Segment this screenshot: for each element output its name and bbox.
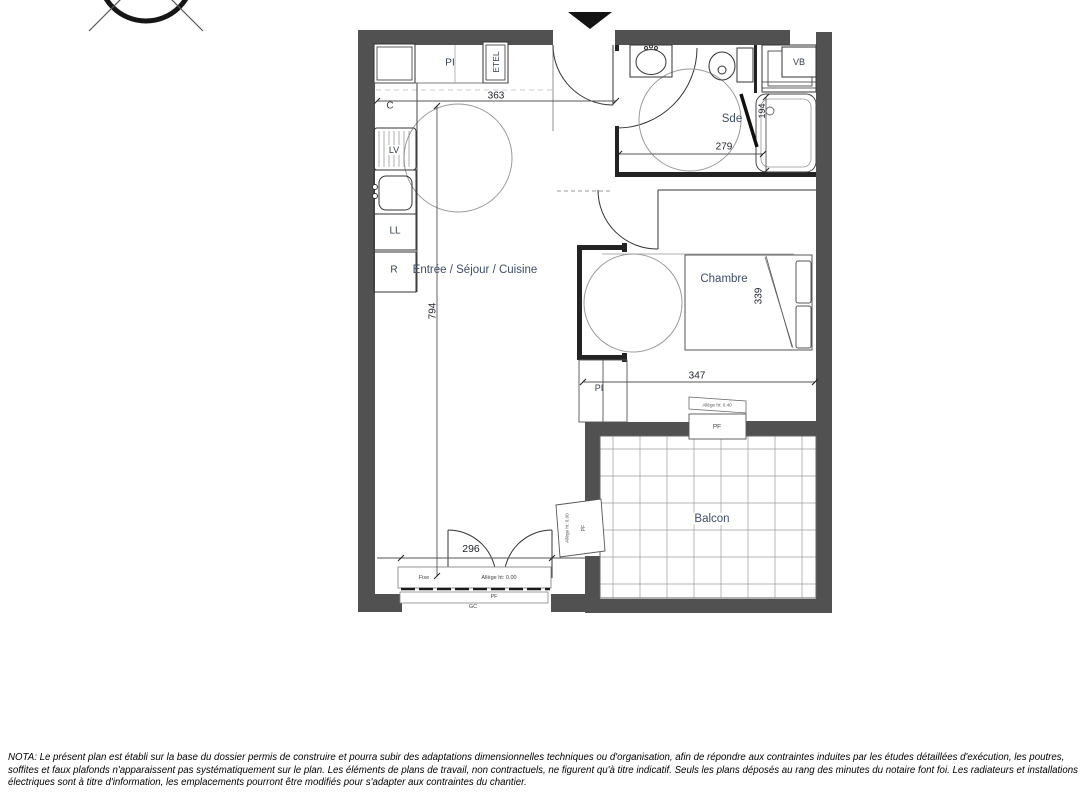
entry-closet bbox=[373, 42, 508, 83]
dimension-194: 194 bbox=[757, 103, 767, 119]
label-allege-bay: Allège ht: 0.00 bbox=[481, 575, 517, 581]
shower bbox=[741, 94, 816, 172]
room-label-balcon: Balcon bbox=[694, 513, 730, 525]
label-pf-balcony-left: PF bbox=[581, 524, 587, 532]
label-allege-balcony-top: Allège ht: 0.40 bbox=[702, 402, 732, 408]
dimension-296: 296 bbox=[462, 543, 480, 555]
room-label-sde: Sde bbox=[721, 113, 743, 125]
nota-text: NOTA: Le présent plan est établi sur la base du dossier permis de construire et pourra subir des adaptations dimensionnelles techniques ou d'organisation, afin de répondre aux contraintes induites par les études détaillées d'exécution, les poutres, soffites et faux plafonds n'apparaissent pas systématiquement sur le plan. Les éléments de plans de travail, non contractuels, ne figurent qu'à titre indicatif. Seuls les plans déposés au rang des minutes du notaire font foi. Les radiateurs et installations électriques sont à titre d'information, les emplacements pourront être modifiés pour s'adapter aux contraintes du chantier. bbox=[8, 752, 1078, 789]
label-lv-dishwasher: LV bbox=[388, 145, 400, 155]
label-c: C bbox=[386, 100, 394, 112]
label-pi-entry-closet: PI bbox=[445, 57, 455, 69]
vb-shaft bbox=[762, 45, 816, 92]
kitchen-sink bbox=[379, 176, 412, 210]
door-swings bbox=[448, 45, 697, 578]
washbasin bbox=[636, 50, 666, 75]
dimension-347: 347 bbox=[688, 370, 706, 382]
label-pi-chambre-closet: PI bbox=[594, 383, 604, 393]
toilet-tank bbox=[737, 48, 753, 82]
label-gc-bay: GC bbox=[468, 604, 478, 610]
label-ll-washer: LL bbox=[389, 225, 401, 237]
room-label-chambre: Chambre bbox=[700, 273, 748, 285]
label-allege-balcony-left: Allège ht: 0.00 bbox=[564, 513, 570, 543]
bed bbox=[685, 255, 812, 350]
dimension-339: 339 bbox=[753, 287, 765, 305]
dimension-363: 363 bbox=[487, 90, 505, 102]
label-pf-balcony-top: PF bbox=[712, 423, 722, 431]
dimension-279: 279 bbox=[715, 141, 733, 153]
bay-window-sill bbox=[400, 592, 548, 603]
label-r-fridge: R bbox=[390, 264, 398, 276]
dimension-794: 794 bbox=[427, 302, 439, 320]
label-fixe-window: Fixe bbox=[418, 575, 430, 581]
turning-circles bbox=[404, 69, 741, 352]
compass-icon bbox=[89, 0, 203, 31]
kitchen-counter bbox=[373, 83, 418, 292]
label-etel-panel: ETEL bbox=[491, 51, 501, 73]
label-pf-bay: PF bbox=[490, 594, 498, 600]
room-label-entree-sejour-cuisine: Entrée / Séjour / Cuisine bbox=[412, 264, 538, 276]
entrance-arrow-icon bbox=[568, 12, 612, 29]
label-vb-shaft: VB bbox=[792, 57, 806, 67]
shower-door bbox=[741, 94, 757, 147]
